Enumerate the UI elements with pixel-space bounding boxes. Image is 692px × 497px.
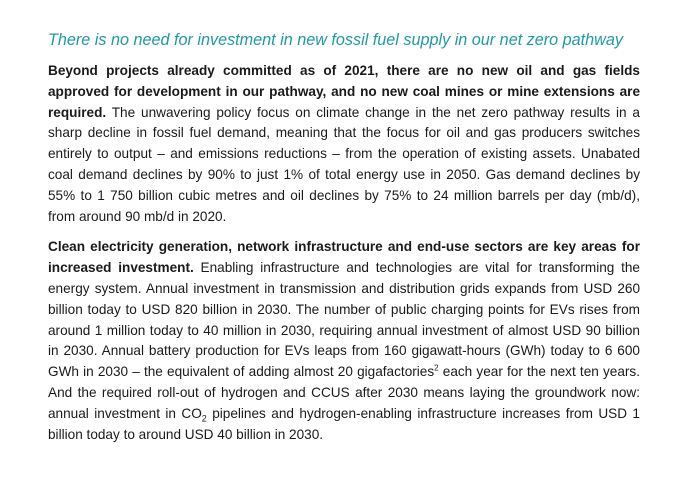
paragraph-2-lead: Clean electricity generation, network infrastructure and end-use sectors are key areas for increased investment. (48, 239, 640, 276)
footnote-marker: 2 (434, 363, 439, 373)
paragraph-1-body: The unwavering policy focus on climate change in the net zero pathway results in a sharp decline in fossil fuel demand, meaning that the focus for oil and gas producers switches entirely to output – and emissions reductions – from the operation of existing assets. Unabated coal demand declines by 90% to just 1% of total energy use in 2050. Gas demand declines by 55% to 1 750 billion cubic metres and oil declines by 75% to 24 million barrels per day (mb/d), from around 90 mb/d in 2020. (48, 104, 640, 224)
paragraph-clean-investment (48, 237, 640, 445)
co2-subscript: 2 (201, 413, 207, 424)
paragraph-2-body-a: Enabling infrastructure and technologies are vital for transforming the energy system. Annual investment in transmission and distribution grids expands from USD 260 billion today to USD 820 billion in 2030. The number of public charging points for EVs rises from around 1 million today to 40 million in 2030, requiring annual investment of almost USD 90 billion in 2030. Annual battery production for EVs leaps from 160 gigawatt-hours (GWh) today to 6 600 GWh in 2030 – the equivalent of adding almost 20 gigafactories (48, 260, 640, 380)
section-heading: There is no need for investment in new fossil fuel supply in our net zero pathway (48, 31, 623, 49)
document-page (48, 30, 640, 455)
paragraph-2-body-c: pipelines and hydrogen-enabling infrastructure increases from USD 1 billion today to around USD 40 billion in 2030. (48, 405, 640, 442)
paragraph-fossil-fuel (48, 61, 640, 227)
paragraph-2-body-b: each year for the next ten years. And the required roll-out of hydrogen and CCUS after 2030 means laying the groundwork now: annual investment in CO (48, 364, 640, 421)
paragraph-1-lead: Beyond projects already committed as of 2021, there are no new oil and gas fields approved for development in our pathway, and no new coal mines or mine extensions are required. (48, 63, 640, 120)
